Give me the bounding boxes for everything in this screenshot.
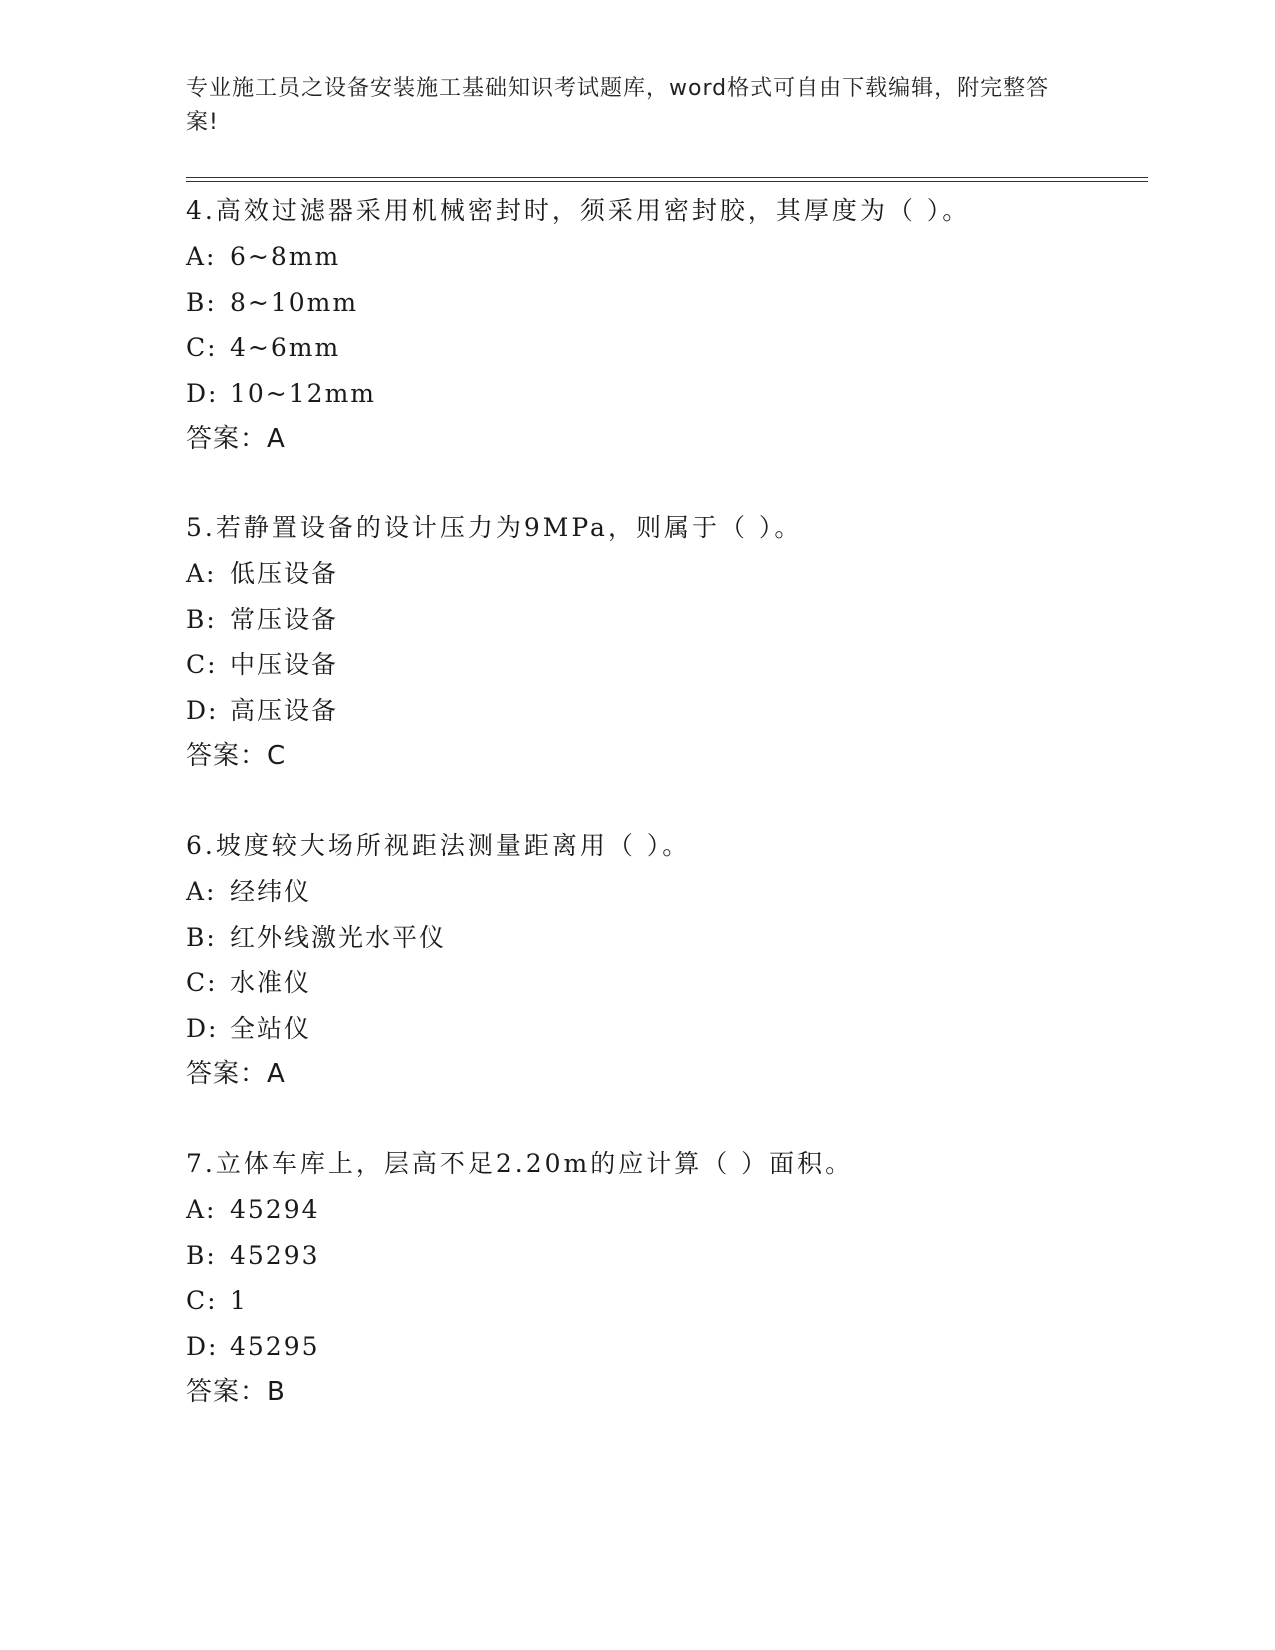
question-6	[186, 823, 1146, 1097]
option-text: 8~10mm	[230, 287, 359, 317]
answer-line: 答案：A	[186, 424, 286, 454]
option-letter: D:	[186, 378, 219, 408]
option-text: 红外线激光水平仪	[230, 922, 447, 952]
option-text: 高压设备	[230, 695, 339, 725]
question-text: 7.立体车库上，层高不足2.20m的应计算（ ）面积。	[186, 1149, 854, 1178]
option-a	[186, 551, 1146, 597]
option-a	[186, 234, 1146, 280]
option-d	[186, 1006, 1146, 1052]
option-d	[186, 688, 1146, 734]
option-letter: C:	[186, 650, 218, 679]
option-text: 45295	[230, 1331, 320, 1361]
option-letter: B:	[186, 604, 217, 634]
option-c	[186, 642, 1146, 688]
option-c	[186, 325, 1146, 371]
answer-line: 答案：A	[186, 1059, 286, 1089]
option-a	[186, 1187, 1146, 1233]
option-text: 6~8mm	[230, 242, 341, 271]
question-5	[186, 505, 1146, 779]
option-text: 常压设备	[230, 604, 339, 634]
question-7	[186, 1141, 1146, 1415]
option-letter: D:	[186, 1331, 219, 1361]
option-letter: B:	[186, 287, 217, 317]
option-letter: C:	[186, 333, 218, 362]
option-letter: A:	[186, 242, 217, 271]
option-letter: A:	[186, 1195, 217, 1224]
answer-line: 答案：B	[186, 1377, 286, 1407]
option-letter: A:	[186, 559, 217, 588]
answer-line: 答案：C	[186, 741, 287, 771]
option-b	[186, 597, 1146, 643]
option-text: 10~12mm	[230, 378, 376, 408]
question-text: 5.若静置设备的设计压力为9MPa，则属于（ ）。	[186, 513, 803, 542]
option-text: 45294	[230, 1195, 320, 1224]
option-d	[186, 1324, 1146, 1370]
option-a	[186, 869, 1146, 915]
option-text: 经纬仪	[230, 877, 312, 906]
option-letter: C:	[186, 1286, 218, 1315]
option-d	[186, 371, 1146, 417]
option-text: 45293	[230, 1240, 320, 1270]
option-text: 水准仪	[230, 968, 312, 997]
option-text: 4~6mm	[230, 333, 341, 362]
option-letter: C:	[186, 968, 218, 997]
header-rule-top	[186, 177, 1148, 178]
option-b	[186, 280, 1146, 326]
option-text: 中压设备	[230, 650, 339, 679]
header-rule-bottom	[186, 181, 1148, 182]
option-letter: A:	[186, 877, 217, 906]
option-text: 全站仪	[230, 1013, 312, 1043]
option-letter: D:	[186, 695, 219, 725]
option-c	[186, 960, 1146, 1006]
option-b	[186, 915, 1146, 961]
option-letter: B:	[186, 1240, 217, 1270]
option-c	[186, 1278, 1146, 1324]
question-4	[186, 188, 1146, 462]
option-text: 低压设备	[230, 559, 339, 588]
question-text: 4.高效过滤器采用机械密封时，须采用密封胶，其厚度为（ ）。	[186, 196, 971, 225]
question-text: 6.坡度较大场所视距法测量距离用（ ）。	[186, 831, 691, 860]
document-header: 专业施工员之设备安装施工基础知识考试题库，word格式可自由下载编辑，附完整答案!	[186, 76, 1050, 135]
option-letter: D:	[186, 1013, 219, 1043]
option-b	[186, 1233, 1146, 1279]
option-letter: B:	[186, 922, 217, 952]
option-text: 1	[230, 1286, 248, 1315]
